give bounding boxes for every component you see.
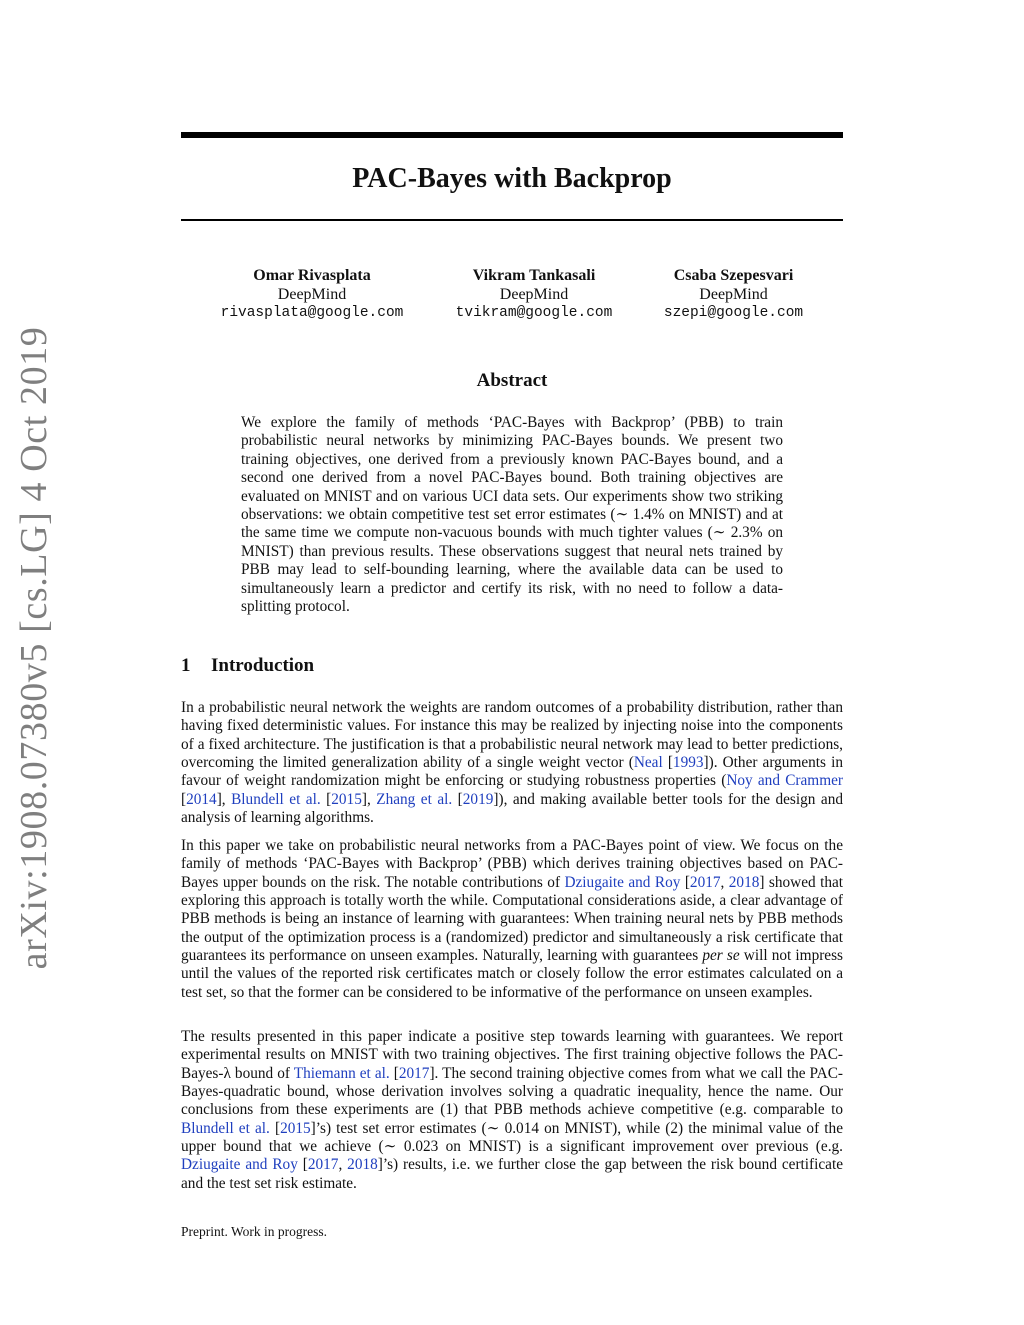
citation-year-link[interactable]: 2014	[186, 790, 217, 808]
citation-year-link[interactable]: 2017	[398, 1064, 430, 1082]
section-number: 1	[181, 655, 191, 676]
citation-link[interactable]: Noy and Crammer	[726, 772, 843, 790]
math-value: ∼ 2.3%	[712, 524, 763, 542]
intro-paragraph-2: In this paper we take on probabilistic neural networks from a PAC-Bayes point of view. We focus on the family of methods ‘PAC-Bayes with Backprop’ (PBB) which derives training objectives based on PAC-Bayes upper bounds on the risk. The notable contributions of Dziugaite and Roy [2017, 2018] showed that exploring this approach is totally worth the while. Computational considerations aside, a clear advantage of PBB methods is being an instance of learning with guarantees: When training neural nets by PBB methods the output of the optimization process is a (randomized) predictor and simultaneously a risk certificate that guarantees its performance on unseen examples. Naturally, learning with guarantees per se will not impress until the values of the reported risk certificates match or closely follow the error estimates calculated on a test set, so that the former can be considered to be informative of the performance on unseen examples.	[181, 837, 844, 1001]
citation-year-link[interactable]: 2015	[331, 790, 362, 808]
abstract-text: We explore the family of methods ‘PAC-Bayes with Backprop’ (PBB) to train probabilistic neural networks by minimizing PAC-Bayes bounds. We present two training objectives, one derived from a previously known PAC-Bayes bound, and a second one derived from a novel PAC-Bayes bound. Both training objectives are evaluated on MNIST and on various UCI data sets. Our experiments show two striking observations: we obtain competitive test set error estimates (∼ 1.4% on MNIST) and at the same time we compute non-vacuous bounds with much tighter values (∼ 2.3% on MNIST) than previous results. These observations suggest that neural nets trained by PBB may lead to self-bounding learning, where the available data can be used to simultaneously learn a predictor and certify its risk, with no need to follow a data-splitting protocol.	[241, 414, 783, 616]
author-affiliation: DeepMind	[277, 285, 347, 303]
intro-paragraph-3: The results presented in this paper indicate a positive step towards learning with guarantees. We report experimental results on MNIST with two training objectives. The first training objective follows the PAC-Bayes-λ bound of Thiemann et al. [2017]. The second training objective comes from what we call the PAC-Bayes-quadratic bound, whose derivation involves solving a quadratic inequality, hence the name. Our conclusions from these experiments are (1) that PBB methods achieve competitive (e.g. comparable to Blundell et al. [2015]’s) test set error estimates (∼ 0.014 on MNIST), while (2) the minimal value of the upper bound that we achieve (∼ 0.023 on MNIST) is a significant improvement over previous (e.g. Dziugaite and Roy [2017, 2018]’s) results, i.e. we further close the gap between the risk bound certificate and the test set risk estimate.	[181, 1028, 843, 1192]
abstract-heading: Abstract	[476, 370, 548, 391]
citation-year-link[interactable]: 2015	[280, 1119, 311, 1137]
paper-title: PAC-Bayes with Backprop	[352, 163, 672, 194]
citation-year-link[interactable]: 2018	[347, 1156, 378, 1174]
section-heading	[181, 655, 314, 677]
section-title: Introduction	[211, 655, 315, 676]
citation-year-link[interactable]: 1993	[672, 754, 704, 772]
citation-link[interactable]: Blundell et al.	[181, 1119, 270, 1137]
author-name: Omar Rivasplata	[253, 267, 371, 284]
author-email[interactable]: szepi@google.com	[663, 305, 804, 321]
footer-note: Preprint. Work in progress.	[181, 1224, 328, 1239]
citation-year-link[interactable]: 2017	[689, 873, 721, 891]
citation-year-link[interactable]: 2019	[462, 790, 494, 808]
author-affiliation: DeepMind	[699, 285, 768, 303]
author-1	[213, 267, 411, 323]
intro-paragraph-1: In a probabilistic neural network the weights are random outcomes of a probability distribution, rather than having fixed deterministic values. For instance this may be realized by injecting noise into the components of a fixed architecture. The justification is that a probabilistic neural network may lead to better predictions, overcoming the limited generalization ability of a single weight vector (Neal [1993]). Other arguments in favour of weight randomization might be enforcing or studying robustness properties (Noy and Crammer [2014], Blundell et al. [2015], Zhang et al. [2019]), and making available better tools for the design and analysis of learning algorithms.	[181, 699, 843, 827]
citation-link[interactable]: Dziugaite and Roy	[564, 873, 681, 891]
title-top-rule	[181, 132, 843, 138]
author-email[interactable]: tvikram@google.com	[455, 305, 613, 321]
citation-year-link[interactable]: 2017	[307, 1156, 339, 1174]
citation-link[interactable]: Blundell et al.	[231, 790, 321, 808]
citation-link[interactable]: Thiemann et al.	[293, 1064, 390, 1082]
author-3	[651, 267, 816, 323]
citation-link[interactable]: Neal	[633, 754, 663, 772]
citation-link[interactable]: Dziugaite and Roy	[181, 1156, 298, 1174]
math-value: ∼ 1.4%	[615, 506, 665, 524]
author-affiliation: DeepMind	[499, 285, 569, 303]
arxiv-identifier: arXiv:1908.07380v5 [cs.LG] 4 Oct 2019	[13, 326, 55, 970]
author-2	[441, 267, 627, 323]
italic-text: per se	[702, 947, 740, 965]
citation-link[interactable]: Zhang et al.	[376, 790, 453, 808]
title-bottom-rule	[181, 219, 843, 221]
citation-year-link[interactable]: 2018	[728, 873, 760, 891]
author-name: Vikram Tankasali	[472, 267, 596, 284]
author-email[interactable]: rivasplata@google.com	[220, 305, 404, 321]
author-name: Csaba Szepesvari	[673, 267, 794, 284]
